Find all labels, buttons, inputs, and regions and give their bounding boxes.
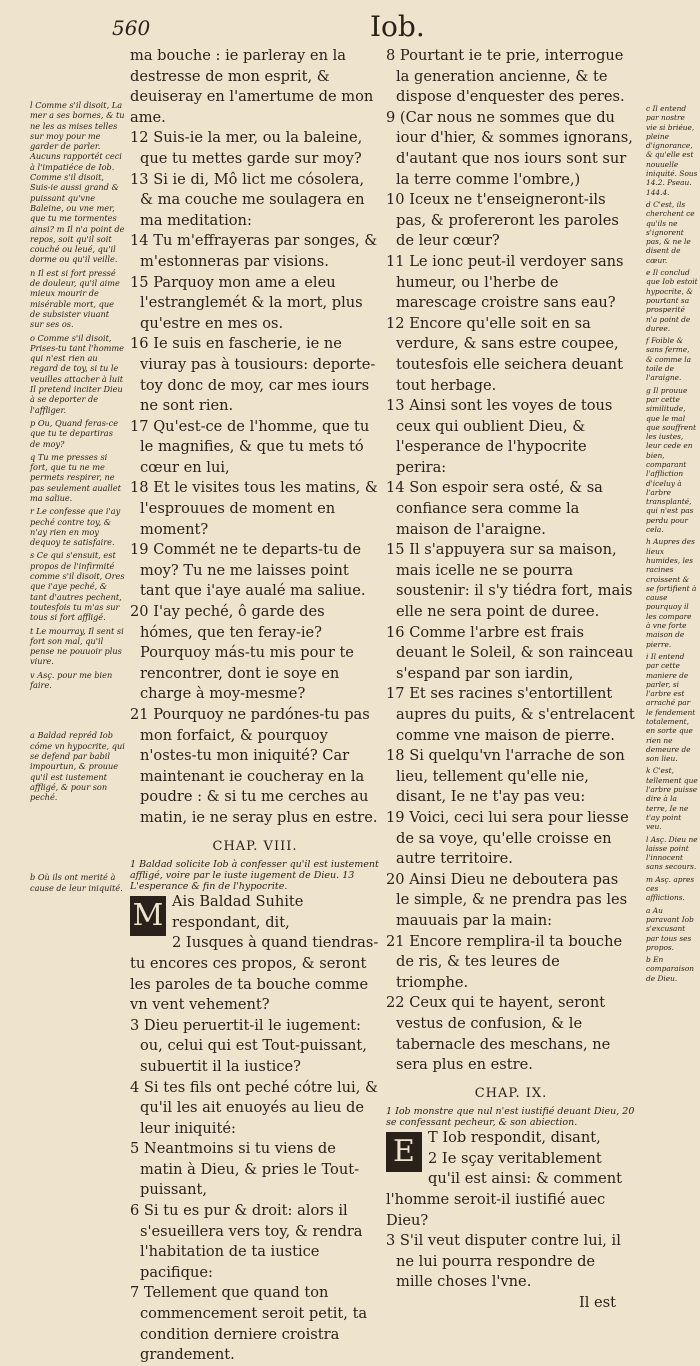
verse: 5 Neantmoins si tu viens de matin à Dieu, & pries le Tout-puissant, (130, 1140, 360, 1199)
verse: 16 Ie suis en fascherie, ie ne viuray pas à tousiours: deporte-toy donc de moy, car mes iours ne sont rien. (130, 335, 376, 415)
margin-note: b En comparaison de Dieu. (646, 955, 695, 983)
margin-note: v Asç. pour me bien faire. (30, 669, 113, 691)
running-title: Iob. (370, 10, 425, 43)
verse: 19 Commét ne te departs-tu de moy? Tu ne me laisses point tant que i'aye aualé ma saliue. (130, 541, 366, 600)
verse: 3 S'il veut disputer contre lui, il ne lui pourra respondre de mille choses l'vne. (386, 1232, 621, 1291)
chapter-opening (130, 892, 380, 1016)
margin-note: r Le confesse que i'ay peché contre toy, & n'ay rien en moy dequoy te satisfaire. (30, 506, 121, 548)
verse: 2 Iusques à quand tiendras-tu encores ces propos, & seront les paroles de ta bouche comme vn vent vehement? (130, 934, 379, 1014)
margin-note: m Asç. apres ces afflictions. (646, 874, 695, 903)
margin-note: l Comme s'il disoit, La mer a ses bornes, & tu ne les as mises telles sur moy pour me garder de parler. Aucuns rapportét ceci à l'impatiéce de Iob. Comme s'il disoit, Suis-ie aussi grand & puissant qu'vne Baleine, ou vne mer, que tu me tormentes ainsi? m Il n'a point de repos, soit qu'il soit couché ou leué, qu'il dorme ou qu'il veille. (30, 100, 125, 265)
right-text-column (386, 46, 636, 1314)
ornamental-initial: M (130, 896, 166, 936)
continued-text: ma bouche : ie parleray en la destresse de mon esprit, & deuiseray en l'amertume de mon ame. (130, 47, 374, 126)
margin-note: g Il prouue par cette similitude, que le mal que souffrent les iustes, leur cede en bien, comparant l'affliction d'iceluy à l'arbre transplanté, qui n'est pas perdu pour cela. (646, 385, 697, 535)
margin-note: c Il entend par nostre vie si briéue, pleine d'ignorance, & qu'elle est nouuelle iniquité. Sous 14.2. Pseau. 144.4. (646, 104, 698, 197)
verse: 21 Encore remplira-il ta bouche de ris, & tes leures de triomphe. (386, 932, 623, 991)
margin-note: a Baldad repréd Iob cóme vn hypocrite, qui se defend par babil impourtun, & prouue qu'il est iustement affligé, & pour son peché. (30, 730, 125, 803)
margin-note: a Au paravant Iob s'excusant par tous ses propos. (646, 905, 694, 952)
margin-note: h Aupres des lieux humides, les racines croissent & se fortifient à cause pourquoy il les compare à vne forte maison de pierre. (646, 537, 697, 649)
margin-note: q Tu me presses si fort, que tu ne me permets respirer, ne pas seulement auallet ma saliue. (30, 451, 121, 503)
verse: 9 (Car nous ne sommes que du iour d'hier, & sommes ignorans, d'autant que nos iours sont sur la terre comme l'ombre,) (386, 108, 633, 188)
verse: 17 Et ses racines s'entortillent aupres du puits, & s'entrelacent comme vne maison de pierre. (386, 685, 635, 744)
verse: Ais Baldad Suhite respondant, dit, (172, 893, 304, 931)
verse: 15 Il s'appuyera sur sa maison, mais icelle ne se pourra soustenir: il s'y tiédra fort, mais elle ne sera point de duree. (386, 541, 633, 621)
verse: 13 Ainsi sont les voyes de tous ceux qui oublient Dieu, & l'esperance de l'hypocrite perira: (386, 397, 613, 476)
margin-note: b Où ils ont merité à cause de leur iniquité. (30, 872, 123, 893)
margin-note: d C'est, ils cherchent ce qu'ils ne s'ignorent pas, & ne le disent de cœur. (646, 199, 695, 265)
margin-note: n Il est si fort pressé de douleur, qu'il aime mieux mourir de misérable mort, que de subsister viuant sur ses os. (30, 267, 120, 330)
verse: 21 Pourquoy ne pardónes-tu pas mon forfaict, & pourquoy n'ostes-tu mon iniquité? Car maintenant ie coucheray en la poudre : & si tu me cerches au matin, ie ne seray plus en estre. (130, 706, 378, 826)
verse: 2 Ie sçay veritablement qu'il est ainsi: & comment l'homme seroit-il iustifié auec Dieu? (386, 1149, 623, 1229)
margin-note: p Ou, Quand feras-ce que tu te departiras de moy? (30, 417, 119, 449)
margin-note: e Il conclud que Iob estoit hypocrite, & pourtant sa prosperité n'a point de duree. (646, 268, 698, 333)
margin-note: i Il entend par cette maniere de parler, si l'arbre est arraché par le fendement totalement, en sorte que rien ne demeure de son lieu. (646, 651, 696, 764)
verse: 14 Tu m'effrayeras par songes, & m'estonneras par visions. (130, 232, 378, 270)
verse: 10 Iceux ne t'enseigneront-ils pas, & profereront les paroles de leur cœur? (386, 191, 619, 250)
verse: 14 Son espoir sera osté, & sa confiance sera comme la maison de l'araigne. (386, 479, 603, 538)
verse: 16 Comme l'arbre est frais deuant le Soleil, & son rainceau s'espand par son iardin, (386, 623, 634, 682)
verse: 17 Qu'est-ce de l'homme, que tu le magnifies, & que tu mets tó cœur en lui, (130, 417, 370, 476)
verse: 6 Si tu es pur & droit: alors il s'esueillera vers toy, & rendra l'habitation de ta iustice pacifique: (130, 1202, 363, 1281)
catchword: Il est (578, 1294, 616, 1312)
verse: 19 Voici, ceci lui sera pour liesse de sa voye, qu'elle croisse en autre territoire. (386, 808, 629, 868)
chapter-argument: 1 Iob monstre que nul n'est iustifié deuant Dieu, 20 se confessant pecheur, & son abiection. (386, 1106, 635, 1129)
margin-note: k C'est, tellement que l'arbre puisse dire à la terre, Ie ne t'ay point veu. (646, 766, 698, 832)
chapter-heading: CHAP. IX. (474, 1085, 548, 1101)
chapter-heading: CHAP. VIII. (212, 838, 298, 854)
verse: 11 Le ionc peut-il verdoyer sans humeur, ou l'herbe de marescage croistre sans eau? (386, 252, 624, 312)
verse: 18 Si quelqu'vn l'arrache de son lieu, tellement qu'elle nie, disant, Ie ne t'ay pas veu: (386, 747, 625, 806)
margin-note: o Comme s'il disoit, Prises-tu tant l'homme qui n'est rien au regard de toy, si tu le veuilles attacher à luit Il pretend inciter Dieu à se deporter de l'affliger. (30, 332, 125, 415)
margin-note: s Ce qui s'ensuit, est propos de l'infirmité comme s'il disoit, Ores que i'aye peché, & tant d'autres pechent, toutesfois tu m'as sur tous si fort affligé. (30, 550, 125, 623)
verse: 22 Ceux qui te hayent, seront vestus de confusion, & le tabernacle des meschans, ne sera plus en estre. (386, 994, 611, 1074)
verse: 13 Si ie di, Mô lict me cósolera, & ma couche me soulagera en ma meditation: (130, 170, 365, 229)
verse: 3 Dieu peruertit-il le iugement: ou, celui qui est Tout-puissant, subuertit il la iustice? (130, 1016, 367, 1075)
verse: T Iob respondit, disant, (428, 1129, 601, 1147)
verse: 18 Et le visites tous les matins, & l'esprouues de moment en moment? (130, 479, 378, 538)
chapter-opening (386, 1128, 636, 1231)
margin-note: l Asç. Dieu ne laisse point l'innocent sans secours. (646, 834, 698, 872)
ornamental-initial: E (386, 1132, 422, 1172)
verse: 4 Si tes fils ont peché cótre lui, & qu'il les ait enuoyés au lieu de leur iniquité: (130, 1078, 378, 1137)
verse: 8 Pourtant ie te prie, interrogue la generation ancienne, & te dispose d'enquester des peres. (386, 47, 625, 106)
margin-note: f Foible & sans ferme, & comme la toile de l'araigne. (646, 336, 692, 383)
verse: 12 Suis-ie la mer, ou la baleine, que tu mettes garde sur moy? (130, 129, 363, 167)
verse: 15 Parquoy mon ame a eleu l'estranglemét & la mort, plus qu'estre en mes os. (130, 273, 363, 332)
verse: 20 Ainsi Dieu ne deboutera pas le simple, & ne prendra pas les mauuais par la main: (386, 870, 628, 929)
verse: 12 Encore qu'elle soit en sa verdure, & sans estre coupee, toutesfois elle seichera deuant tout herbage. (386, 314, 623, 394)
verse: 7 Tellement que quand ton commencement seroit petit, ta condition derniere croistra grandement. (130, 1284, 368, 1364)
right-margin-notes (646, 104, 698, 986)
left-text-column (130, 46, 380, 1366)
chapter-argument: 1 Baldad solicite Iob à confesser qu'il est iustement affligé, voire par le iuste iugement de Dieu. 13 L'esperance & fin de l'hypocrite. (130, 859, 379, 893)
left-margin-notes (30, 100, 125, 896)
margin-note: t Le mourray, Il sent si fort son mal, qu'il pense ne pouuoir plus viure. (30, 625, 124, 667)
page-number: 560 (112, 16, 151, 40)
verse: 20 I'ay peché, ô garde des hómes, que ten feray-ie? Pourquoy más-tu mis pour te rencontrer, dont ie soye en charge à moy-mesme? (130, 603, 354, 703)
